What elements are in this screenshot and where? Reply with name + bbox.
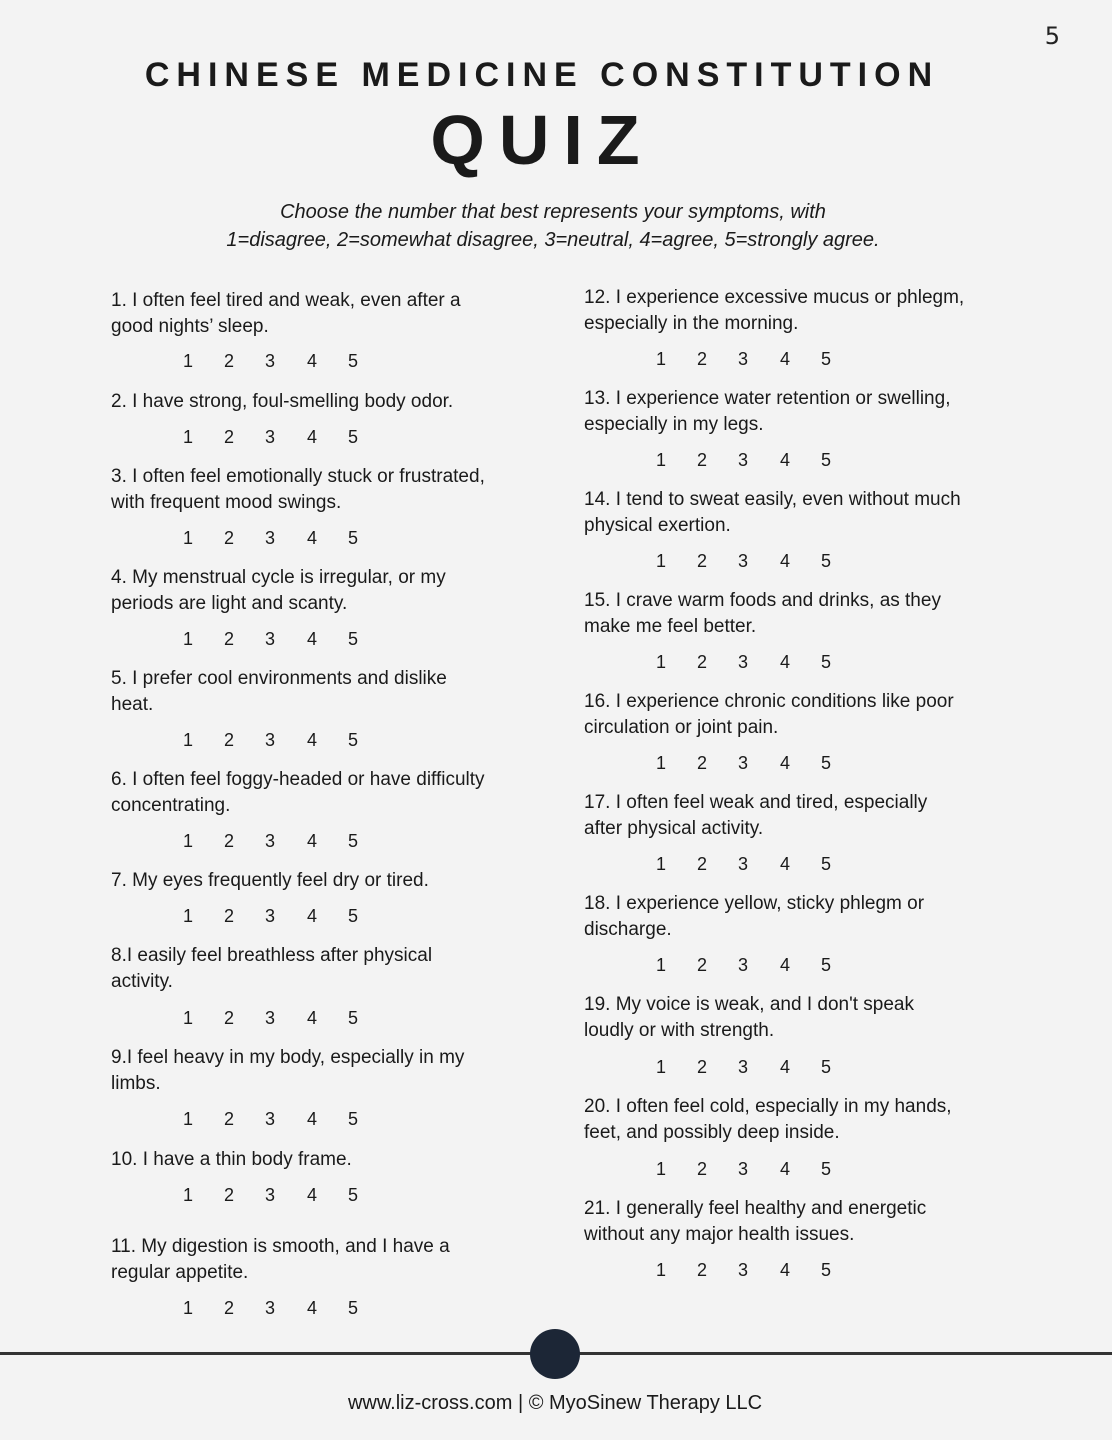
rating-option-2[interactable]: 2 (697, 652, 708, 672)
rating-option-3[interactable]: 3 (265, 1008, 276, 1028)
rating-option-4[interactable]: 4 (780, 1260, 791, 1280)
rating-option-3[interactable]: 3 (265, 730, 276, 750)
rating-option-2[interactable]: 2 (224, 730, 235, 750)
rating-option-1[interactable]: 1 (183, 528, 194, 548)
question-7 (111, 868, 429, 894)
rating-option-5[interactable]: 5 (821, 955, 832, 975)
question-text-line: 20. I often feel cold, especially in my hands, (584, 1096, 952, 1117)
rating-option-5[interactable]: 5 (821, 753, 832, 773)
rating-option-5[interactable]: 5 (348, 1109, 359, 1129)
question-14 (584, 487, 961, 538)
rating-option-4[interactable]: 4 (307, 1008, 318, 1028)
rating-option-3[interactable]: 3 (738, 349, 749, 369)
question-8 (111, 943, 432, 994)
question-text-line: 11. My digestion is smooth, and I have a (111, 1236, 450, 1257)
rating-option-2[interactable]: 2 (224, 1298, 235, 1318)
rating-option-3[interactable]: 3 (265, 1298, 276, 1318)
rating-option-1[interactable]: 1 (183, 1185, 194, 1205)
rating-option-3[interactable]: 3 (738, 955, 749, 975)
question-text-line: 1. I often feel tired and weak, even after a (111, 290, 461, 311)
question-text-line: 8.I easily feel breathless after physical (111, 945, 433, 966)
rating-option-2[interactable]: 2 (224, 528, 235, 548)
rating-option-4[interactable]: 4 (780, 551, 791, 571)
question-text-line: 9.I feel heavy in my body, especially in my (111, 1047, 465, 1068)
rating-option-3[interactable]: 3 (738, 1260, 749, 1280)
question-21 (584, 1196, 926, 1247)
question-text-line: loudly or with strength. (584, 1019, 775, 1041)
rating-option-5[interactable]: 5 (348, 906, 359, 926)
question-text-line: 18. I experience yellow, sticky phlegm or (584, 893, 925, 914)
question-9 (111, 1045, 464, 1096)
rating-option-4[interactable]: 4 (780, 753, 791, 773)
instructions-line-1: Choose the number that best represents your symptoms, with (280, 201, 826, 223)
question-4 (111, 565, 446, 616)
rating-option-5[interactable]: 5 (821, 652, 832, 672)
rating-option-1[interactable]: 1 (183, 906, 194, 926)
rating-option-1[interactable]: 1 (656, 1260, 667, 1280)
question-text-line: after physical activity. (584, 817, 764, 839)
question-text-line: without any major health issues. (584, 1223, 855, 1245)
rating-option-2[interactable]: 2 (697, 450, 708, 470)
rating-option-1[interactable]: 1 (183, 427, 194, 447)
question-12 (584, 285, 964, 336)
question-text-line: concentrating. (111, 794, 231, 816)
question-6 (111, 767, 485, 818)
rating-option-1[interactable]: 1 (656, 349, 667, 369)
rating-option-4[interactable]: 4 (780, 1057, 791, 1077)
question-20 (584, 1094, 952, 1145)
rating-option-2[interactable]: 2 (697, 1159, 708, 1179)
question-text-line: discharge. (584, 918, 672, 940)
rating-option-4[interactable]: 4 (780, 854, 791, 874)
rating-option-2[interactable]: 2 (697, 854, 708, 874)
rating-option-4[interactable]: 4 (780, 1159, 791, 1179)
rating-option-5[interactable]: 5 (348, 351, 359, 371)
rating-option-1[interactable]: 1 (656, 1057, 667, 1077)
rating-option-4[interactable]: 4 (307, 906, 318, 926)
question-text-line: feet, and possibly deep inside. (584, 1121, 840, 1143)
question-text-line: 4. My menstrual cycle is irregular, or my (111, 567, 446, 588)
question-text-line: activity. (111, 970, 173, 992)
rating-option-3[interactable]: 3 (265, 427, 276, 447)
rating-option-4[interactable]: 4 (307, 427, 318, 447)
rating-option-3[interactable]: 3 (265, 831, 276, 851)
rating-option-4[interactable]: 4 (307, 528, 318, 548)
question-15 (584, 588, 941, 639)
rating-option-5[interactable]: 5 (348, 528, 359, 548)
question-text-line: 21. I generally feel healthy and energetic (584, 1198, 927, 1219)
rating-option-2[interactable]: 2 (697, 1260, 708, 1280)
question-text-line: 2. I have strong, foul-smelling body odor. (111, 391, 454, 412)
rating-option-2[interactable]: 2 (224, 906, 235, 926)
rating-option-5[interactable]: 5 (348, 629, 359, 649)
rating-option-5[interactable]: 5 (821, 1159, 832, 1179)
rating-option-4[interactable]: 4 (307, 730, 318, 750)
question-text-line: 12. I experience excessive mucus or phlegm, (584, 287, 965, 308)
rating-option-4[interactable]: 4 (307, 1109, 318, 1129)
rating-option-4[interactable]: 4 (307, 831, 318, 851)
rating-option-1[interactable]: 1 (656, 450, 667, 470)
rating-option-1[interactable]: 1 (656, 551, 667, 571)
rating-option-4[interactable]: 4 (780, 652, 791, 672)
rating-option-2[interactable]: 2 (697, 551, 708, 571)
rating-option-5[interactable]: 5 (821, 1260, 832, 1280)
question-11 (111, 1234, 450, 1285)
question-10 (111, 1147, 352, 1173)
rating-option-3[interactable]: 3 (265, 1185, 276, 1205)
rating-option-3[interactable]: 3 (265, 1109, 276, 1129)
rating-option-2[interactable]: 2 (697, 1057, 708, 1077)
rating-option-2[interactable]: 2 (224, 629, 235, 649)
rating-option-2[interactable]: 2 (224, 1185, 235, 1205)
question-text-line: 19. My voice is weak, and I don't speak (584, 994, 914, 1015)
question-text-line: periods are light and scanty. (111, 592, 348, 614)
question-text-line: with frequent mood swings. (111, 491, 342, 513)
page-title: QUIZ (430, 101, 654, 179)
rating-option-1[interactable]: 1 (183, 831, 194, 851)
rating-option-3[interactable]: 3 (738, 652, 749, 672)
rating-option-5[interactable]: 5 (348, 730, 359, 750)
rating-option-1[interactable]: 1 (183, 730, 194, 750)
question-text-line: 6. I often feel foggy-headed or have difficulty (111, 769, 485, 790)
rating-option-2[interactable]: 2 (224, 1109, 235, 1129)
rating-option-3[interactable]: 3 (265, 906, 276, 926)
rating-option-5[interactable]: 5 (348, 1185, 359, 1205)
rating-option-2[interactable]: 2 (697, 955, 708, 975)
rating-option-1[interactable]: 1 (183, 629, 194, 649)
rating-option-5[interactable]: 5 (348, 1298, 359, 1318)
question-text-line: 16. I experience chronic conditions like poor (584, 691, 954, 712)
rating-option-1[interactable]: 1 (656, 652, 667, 672)
rating-option-3[interactable]: 3 (265, 629, 276, 649)
rating-option-4[interactable]: 4 (780, 955, 791, 975)
rating-option-2[interactable]: 2 (224, 351, 235, 371)
rating-option-1[interactable]: 1 (656, 955, 667, 975)
rating-option-5[interactable]: 5 (821, 1057, 832, 1077)
rating-option-2[interactable]: 2 (224, 1008, 235, 1028)
question-text-line: circulation or joint pain. (584, 716, 779, 738)
rating-option-5[interactable]: 5 (821, 551, 832, 571)
instructions-line-2: 1=disagree, 2=somewhat disagree, 3=neutral, 4=agree, 5=strongly agree. (226, 229, 880, 251)
question-text-line: make me feel better. (584, 615, 757, 637)
question-text-line: 15. I crave warm foods and drinks, as they (584, 590, 941, 611)
question-3 (111, 464, 485, 515)
question-text-line: 10. I have a thin body frame. (111, 1149, 352, 1170)
question-text-line: 7. My eyes frequently feel dry or tired. (111, 870, 429, 891)
rating-option-3[interactable]: 3 (738, 1159, 749, 1179)
rating-option-3[interactable]: 3 (738, 753, 749, 773)
title-subtitle: CHINESE MEDICINE CONSTITUTION (144, 56, 940, 94)
question-17 (584, 790, 927, 841)
rating-option-1[interactable]: 1 (183, 1008, 194, 1028)
rating-option-4[interactable]: 4 (307, 351, 318, 371)
rating-option-4[interactable]: 4 (307, 1185, 318, 1205)
rating-option-5[interactable]: 5 (348, 831, 359, 851)
question-text-line: 17. I often feel weak and tired, especially (584, 792, 928, 813)
rating-option-4[interactable]: 4 (307, 629, 318, 649)
question-text-line: especially in my legs. (584, 413, 764, 435)
question-16 (584, 689, 954, 740)
instructions (0, 198, 1106, 254)
question-text-line: especially in the morning. (584, 312, 799, 334)
question-text-line: physical exertion. (584, 514, 731, 536)
rating-option-3[interactable]: 3 (738, 1057, 749, 1077)
rating-option-1[interactable]: 1 (656, 854, 667, 874)
question-2 (111, 389, 453, 415)
rating-option-1[interactable]: 1 (183, 351, 194, 371)
rating-option-1[interactable]: 1 (183, 1298, 194, 1318)
rating-option-5[interactable]: 5 (821, 349, 832, 369)
question-1 (111, 288, 461, 339)
rating-option-2[interactable]: 2 (697, 349, 708, 369)
question-text-line: 5. I prefer cool environments and dislike (111, 668, 447, 689)
question-18 (584, 891, 924, 942)
question-text-line: heat. (111, 693, 154, 715)
question-text-line: 13. I experience water retention or swelling, (584, 388, 951, 409)
question-text-line: 14. I tend to sweat easily, even without much (584, 489, 961, 510)
rating-option-3[interactable]: 3 (738, 551, 749, 571)
rating-option-5[interactable]: 5 (821, 854, 832, 874)
footer-text: www.liz-cross.com | © MyoSinew Therapy LLC (347, 1392, 763, 1414)
rating-option-2[interactable]: 2 (697, 753, 708, 773)
divider-dot (530, 1329, 580, 1379)
question-13 (584, 386, 950, 437)
rating-option-5[interactable]: 5 (348, 1008, 359, 1028)
rating-option-3[interactable]: 3 (265, 351, 276, 371)
question-text-line: limbs. (111, 1072, 161, 1094)
rating-option-2[interactable]: 2 (224, 831, 235, 851)
rating-option-2[interactable]: 2 (224, 427, 235, 447)
rating-option-3[interactable]: 3 (738, 450, 749, 470)
question-text-line: good nights’ sleep. (111, 315, 269, 337)
rating-option-5[interactable]: 5 (821, 450, 832, 470)
question-19 (584, 992, 914, 1043)
rating-option-1[interactable]: 1 (183, 1109, 194, 1129)
rating-option-4[interactable]: 4 (780, 450, 791, 470)
rating-option-3[interactable]: 3 (265, 528, 276, 548)
rating-option-4[interactable]: 4 (307, 1298, 318, 1318)
rating-option-4[interactable]: 4 (780, 349, 791, 369)
rating-option-1[interactable]: 1 (656, 753, 667, 773)
page-number: 5 (1044, 22, 1060, 50)
question-5 (111, 666, 447, 717)
rating-option-5[interactable]: 5 (348, 427, 359, 447)
question-text-line: regular appetite. (111, 1261, 249, 1283)
rating-option-1[interactable]: 1 (656, 1159, 667, 1179)
rating-option-3[interactable]: 3 (738, 854, 749, 874)
question-text-line: 3. I often feel emotionally stuck or frustrated, (111, 466, 485, 487)
